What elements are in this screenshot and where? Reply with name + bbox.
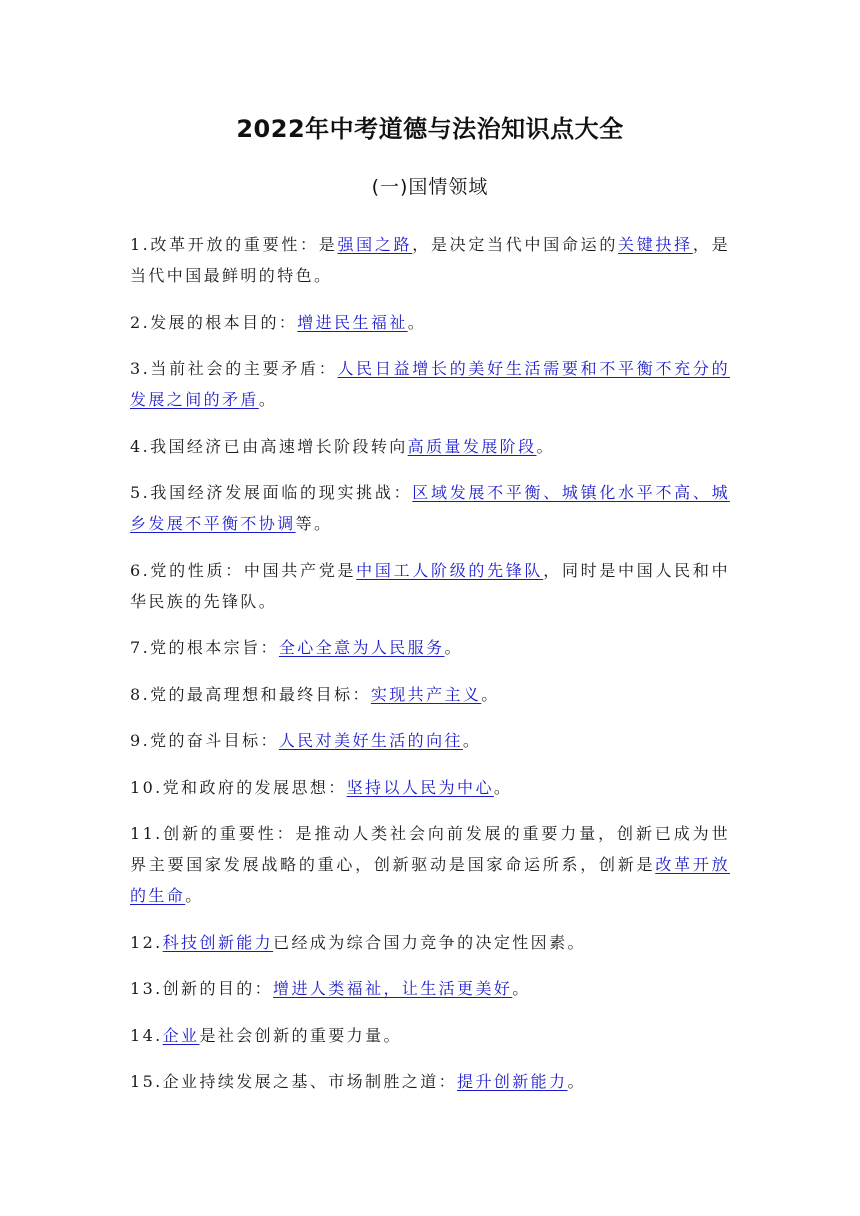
knowledge-point-item [130,927,730,958]
key-point-link[interactable]: 区域发展不平衡、城镇化水平不高、城乡发展不平衡不协调 [130,483,730,533]
item-text: 。 [444,638,463,657]
item-text: 。 [493,777,513,797]
knowledge-point-item [130,725,730,756]
item-text: 。 [536,436,555,456]
item-text: 14. [130,1025,163,1045]
item-text: 等。 [295,514,333,533]
knowledge-point-item [130,431,730,462]
item-text: 11.创新的重要性：是推动人类社会向前发展的重要力量，创新已成为世界主要国家发展战略的重心，创新驱动是国家命运所系，创新是 [130,824,730,874]
knowledge-point-item [130,772,730,803]
item-text: 6.党的性质：中国共产党是 [130,560,357,580]
item-text: 10.党和政府的发展思想： [130,777,347,797]
item-text: 8.党的最高理想和最终目标： [130,684,371,704]
knowledge-point-item [130,1020,730,1051]
item-text: 是社会创新的重要力量。 [199,1025,402,1045]
item-text: 已经成为综合国力竞争的决定性因素。 [273,932,586,952]
item-text: ，同时是中国人民和中华民族的先锋队。 [130,560,730,611]
item-text: 3.当前社会的主要矛盾： [130,359,338,378]
knowledge-point-item [130,477,730,539]
item-text: 15.企业持续发展之基、市场制胜之道： [130,1072,458,1091]
key-point-link[interactable]: 企业 [162,1025,200,1045]
item-text: 12. [130,932,163,952]
knowledge-point-item [130,229,730,291]
item-text: ，是当代中国最鲜明的特色。 [130,235,730,285]
key-point-link[interactable]: 强国之路 [337,235,413,254]
key-point-link[interactable]: 关键抉择 [618,235,693,254]
knowledge-point-item [130,632,730,663]
key-point-link[interactable]: 中国工人阶级的先锋队 [356,560,544,580]
item-text: 。 [462,731,482,750]
item-text: 1.改革开放的重要性：是 [130,235,338,254]
knowledge-point-item [130,818,730,911]
section-heading: (一)国情领域 [371,176,489,198]
key-point-link[interactable]: 人民对美好生活的向往 [278,731,463,750]
knowledge-point-item [130,555,730,617]
knowledge-point-item [130,1066,730,1097]
key-point-link[interactable]: 高质量发展阶段 [407,436,537,456]
key-point-link[interactable]: 改革开放的生命 [130,855,730,905]
key-point-link[interactable]: 科技创新能力 [162,932,274,952]
knowledge-point-item [130,307,730,338]
key-point-link[interactable]: 全心全意为人民服务 [278,638,445,657]
item-text: 。 [407,312,427,332]
item-text: 9.党的奋斗目标： [130,731,279,750]
key-point-link[interactable]: 增进民生福祉 [297,312,408,332]
item-text: 。 [481,684,500,704]
item-text: 。 [567,1072,586,1091]
item-text: 。 [512,979,531,998]
knowledge-point-list [130,229,730,1113]
item-text: 7.党的根本宗旨： [130,638,279,657]
item-text: 5.我国经济发展面临的现实挑战： [130,483,413,502]
key-point-link[interactable]: 增进人类福祉，让生活更美好 [273,979,513,998]
item-text: 。 [185,886,204,905]
key-point-link[interactable]: 提升创新能力 [457,1072,568,1091]
item-text: 2.发展的根本目的： [130,312,298,332]
item-text: ，是决定当代中国命运的 [412,235,619,254]
item-text: 13.创新的目的： [130,979,274,998]
document-title: 2022年中考道德与法治知识点大全 [236,115,624,143]
item-text: 4.我国经济已由高速增长阶段转向 [130,436,408,456]
knowledge-point-item [130,973,730,1004]
knowledge-point-item [130,679,730,710]
key-point-link[interactable]: 坚持以人民为中心 [346,777,494,797]
key-point-link[interactable]: 人民日益增长的美好生活需要和不平衡不充分的发展之间的矛盾 [130,359,730,409]
item-text: 。 [258,390,278,409]
key-point-link[interactable]: 实现共产主义 [370,684,482,704]
knowledge-point-item [130,353,730,415]
